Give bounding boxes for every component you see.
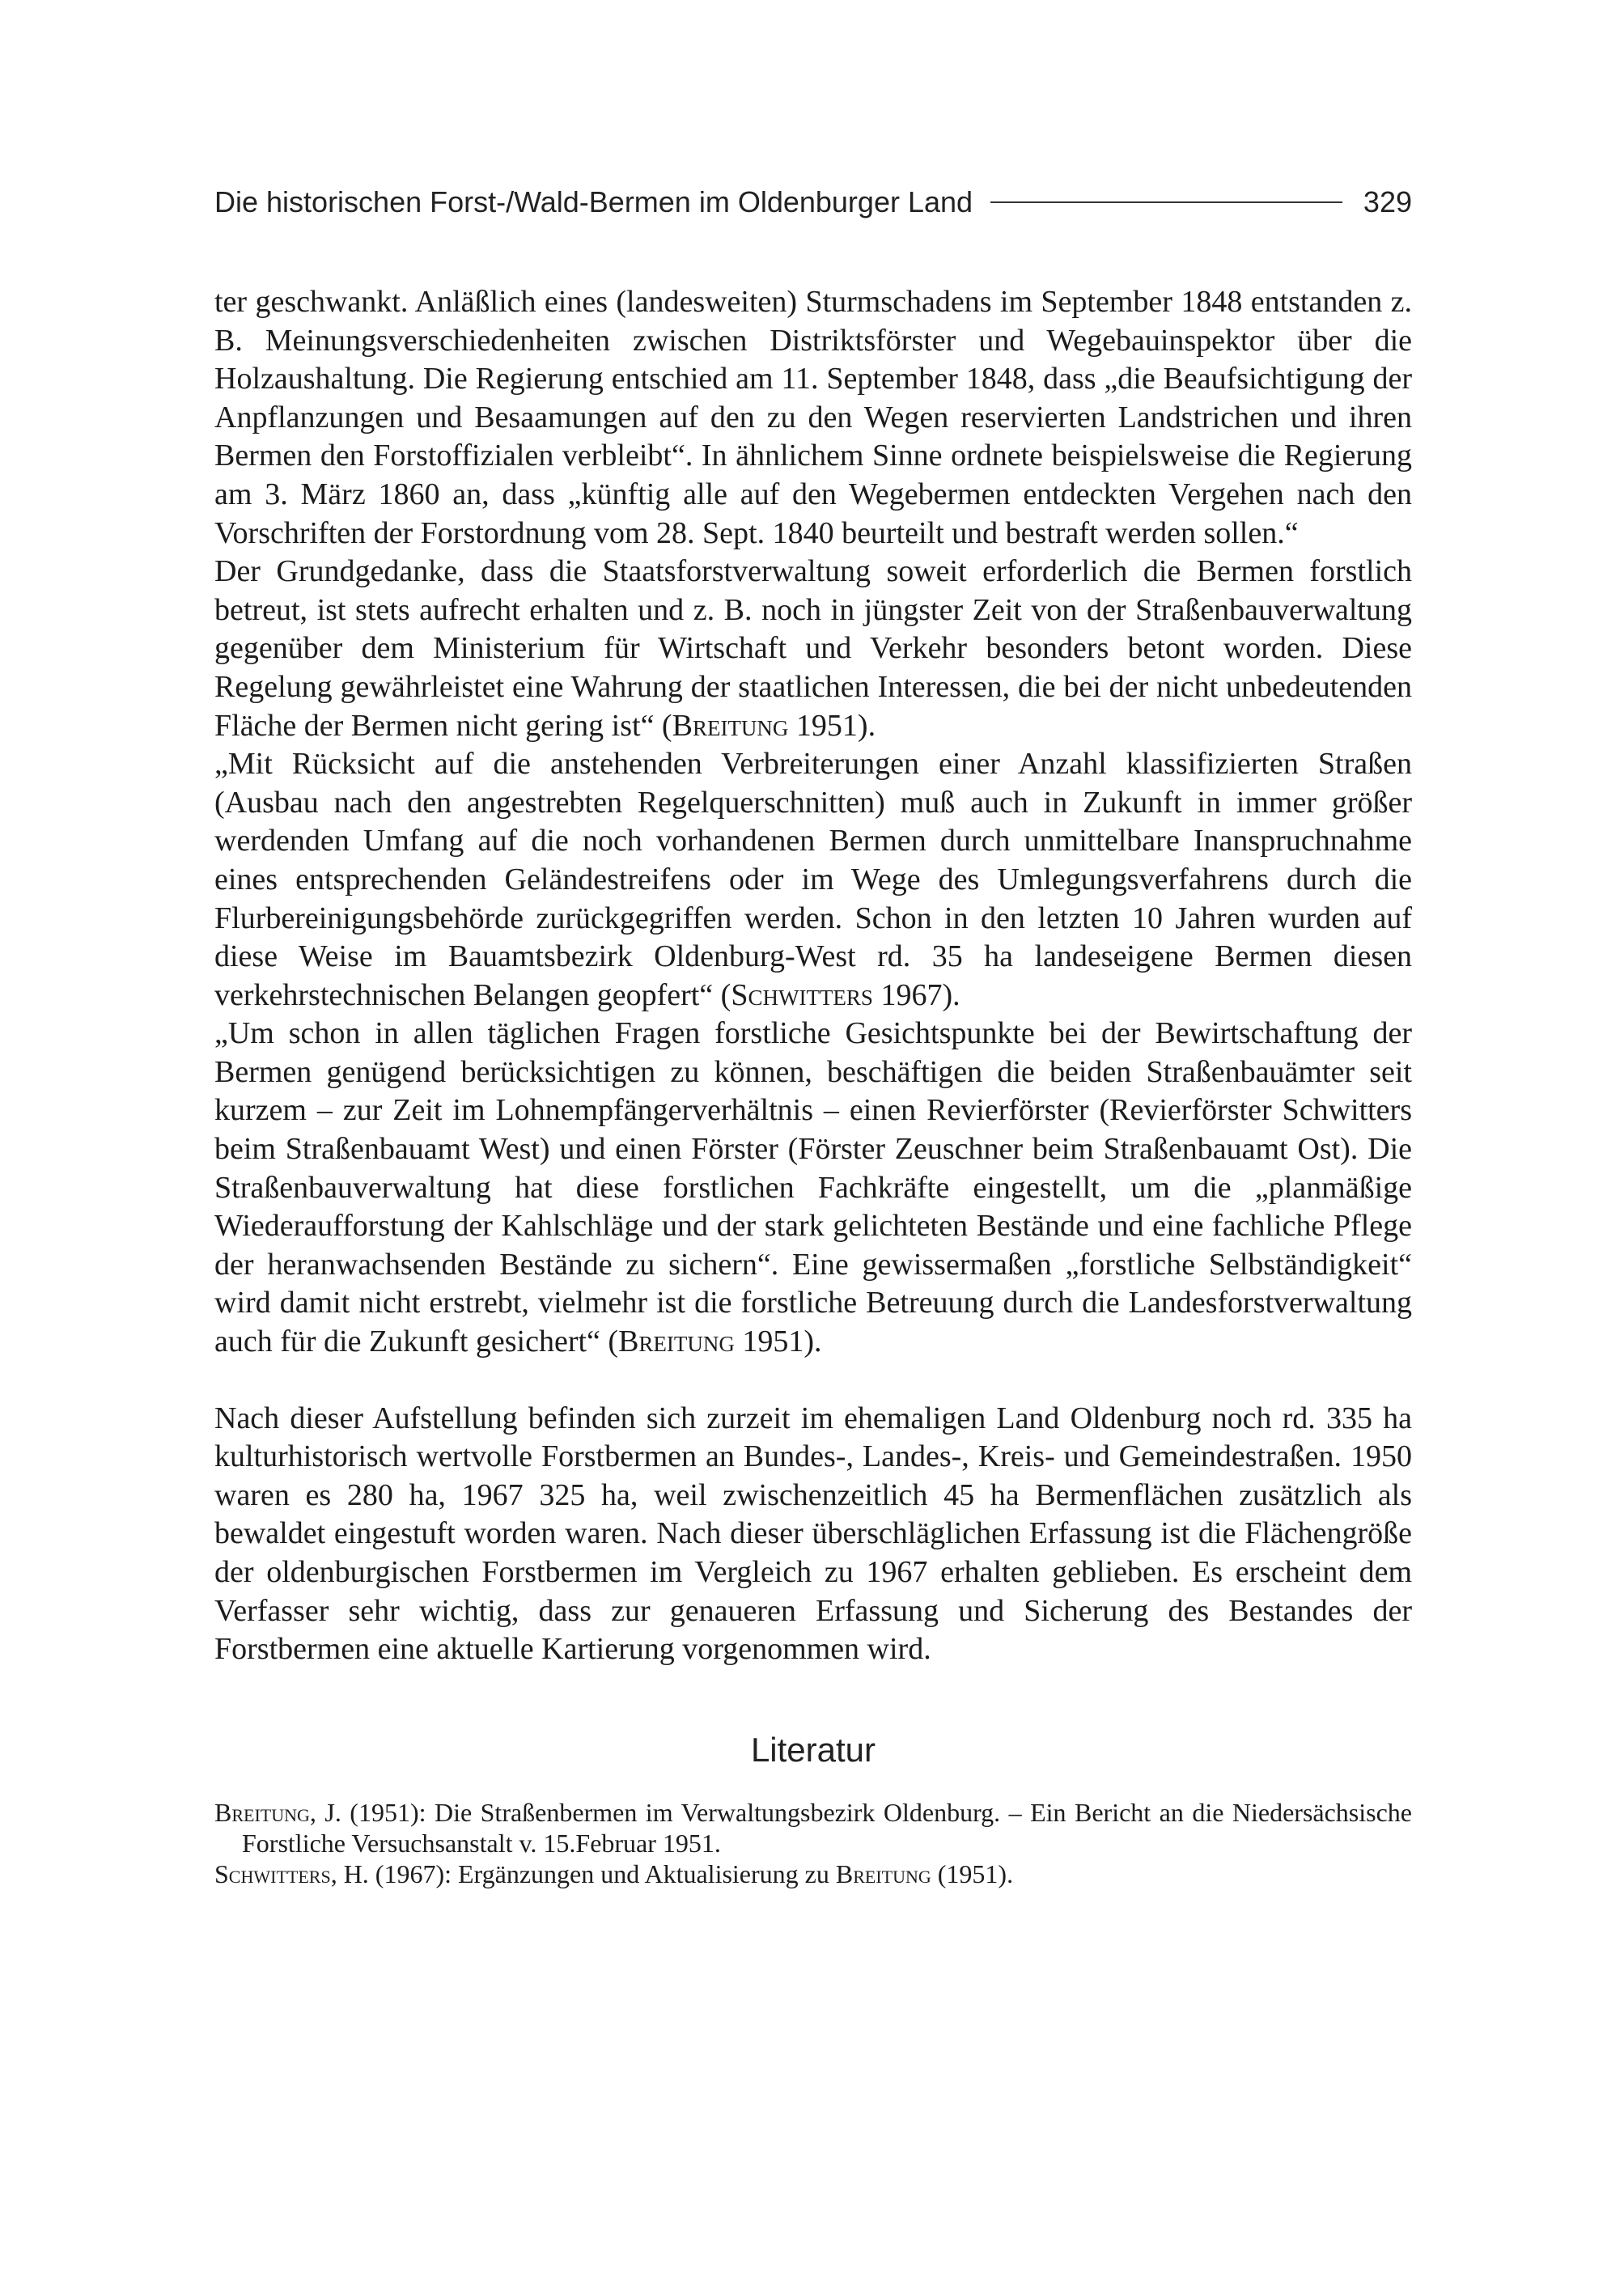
text-run: ter geschwankt. Anläßlich eines (landesweiten) Sturmschadens im September 1848 entstanden z. B. Meinungsverschiedenheiten zwischen Distriktsförster und Wegebauinspektor über die Holzaushaltung. Die Regierung entschied am 11. September 1848, dass „die Beaufsichtigung der Anpflanzungen und Besaamungen auf den zu den Wegen reservierten Landstrichen und ihren Bermen den Forstoffizialen verbleibt“. In ähnlichem Sinne ordnete beispielsweise die Regierung am 3. März 1860 an, dass „künftig alle auf den Wegebermen entdeckten Vergehen nach den Vorschriften der Forstordnung vom 28. Sept. 1840 beurteilt und bestraft werden sollen.“	[214, 285, 1412, 550]
header-rule	[990, 201, 1342, 203]
text-run: (1951).	[931, 1859, 1014, 1888]
author-name: Breitung	[672, 708, 789, 743]
paragraph	[214, 745, 1412, 1015]
author-name: Breitung	[835, 1859, 931, 1888]
paragraph	[214, 553, 1412, 745]
page-number: 329	[1363, 185, 1412, 218]
document-page	[214, 180, 1412, 1889]
running-header	[214, 180, 1412, 225]
text-run: „Um schon in allen täglichen Fragen forstliche Gesichtspunkte bei der Bewirtschaftung der Bermen genügend berücksichtigen zu können, beschäftigen die beiden Straßenbauämter seit kurzem – zur Zeit im Lohnempfängerverhältnis – einen Revierförster (Revierförster Schwitters beim Straßenbauamt West) und einen Förster (Förster Zeuschner beim Straßenbauamt Ost). Die Straßenbauverwaltung hat diese forstlichen Fachkräfte eingestellt, um die „planmäßige Wiederaufforstung der Kahlschläge und der stark gelichteten Bestände und eine fachliche Pflege der heranwachsenden Bestände zu sichern“. Eine gewissermaßen „forstliche Selbständigkeit“ wird damit nicht erstrebt, vielmehr ist die forstliche Betreuung durch die Landesforstverwaltung auch für die Zukunft gesichert“ (	[214, 1016, 1412, 1359]
running-header-title: Die historischen Forst-/Wald-Bermen im Oldenburger Land	[214, 185, 973, 218]
author-name: Breitung	[214, 1797, 310, 1827]
paragraph	[214, 1015, 1412, 1361]
author-name: Breitung	[618, 1325, 735, 1359]
paragraph	[214, 283, 1412, 553]
author-name: Schwitters	[214, 1859, 331, 1888]
author-name: Schwitters	[731, 977, 873, 1012]
text-run: „Mit Rücksicht auf die anstehenden Verbreiterungen einer Anzahl klassifizierten Straßen (Ausbau nach den angestrebten Regelquerschnitten) muß auch in Zukunft in immer größer werdenden Umfang auf die noch vorhandenen Bermen durch unmittelbare Inanspruchnahme eines entsprechenden Geländestreifens oder im Wege des Umlegungsverfahrens durch die Flurbereinigungsbehörde zurückgegriffen werden. Schon in den letzten 10 Jahren wurden auf diese Weise im Bauamtsbezirk Oldenburg-West rd. 35 ha landeseigene Bermen diesen verkehrstechnischen Belangen geopfert“ (	[214, 747, 1412, 1012]
text-run: 1967).	[872, 977, 960, 1012]
paragraph	[214, 1400, 1412, 1669]
text-run: Nach dieser Aufstellung befinden sich zurzeit im ehemaligen Land Oldenburg noch rd. 335 ha kulturhistorisch wertvolle Forstbermen an Bundes-, Landes-, Kreis- und Gemeindestraßen. 1950 waren es 280 ha, 1967 325 ha, weil zwischenzeitlich 45 ha Bermenflächen zusätzlich als bewaldet eingestuft worden waren. Nach dieser überschläglichen Erfassung ist die Flächengröße der oldenburgischen Forstbermen im Vergleich zu 1967 erhalten geblieben. Es erscheint dem Verfasser sehr wichtig, dass zur genaueren Erfassung und Sicherung des Bestandes der Forstbermen eine aktuelle Kartierung vorgenommen wird.	[214, 1401, 1412, 1667]
text-run: 1951).	[734, 1325, 822, 1359]
bibliography	[214, 1797, 1412, 1889]
text-run: 1951).	[788, 708, 876, 743]
reference-entry	[214, 1859, 1412, 1889]
literature-heading: Literatur	[750, 1730, 876, 1769]
body-text	[214, 283, 1412, 1669]
text-run: , J. (1951): Die Straßenbermen im Verwaltungsbezirk Oldenburg. – Ein Bericht an die Niedersächsische Forstliche Versuchsanstalt v. 15.Februar 1951.	[242, 1797, 1412, 1858]
reference-entry	[214, 1797, 1412, 1859]
text-run: Der Grundgedanke, dass die Staatsforstverwaltung soweit erforderlich die Bermen forstlich betreut, ist stets aufrecht erhalten und z. B. noch in jüngster Zeit von der Straßenbauverwaltung gegenüber dem Ministerium für Wirtschaft und Verkehr besonders betont worden. Diese Regelung gewährleistet eine Wahrung der staatlichen Interessen, die bei der nicht unbedeutenden Fläche der Bermen nicht gering ist“ (	[214, 554, 1412, 743]
text-run: , H. (1967): Ergänzungen und Aktualisierung zu	[330, 1859, 836, 1888]
